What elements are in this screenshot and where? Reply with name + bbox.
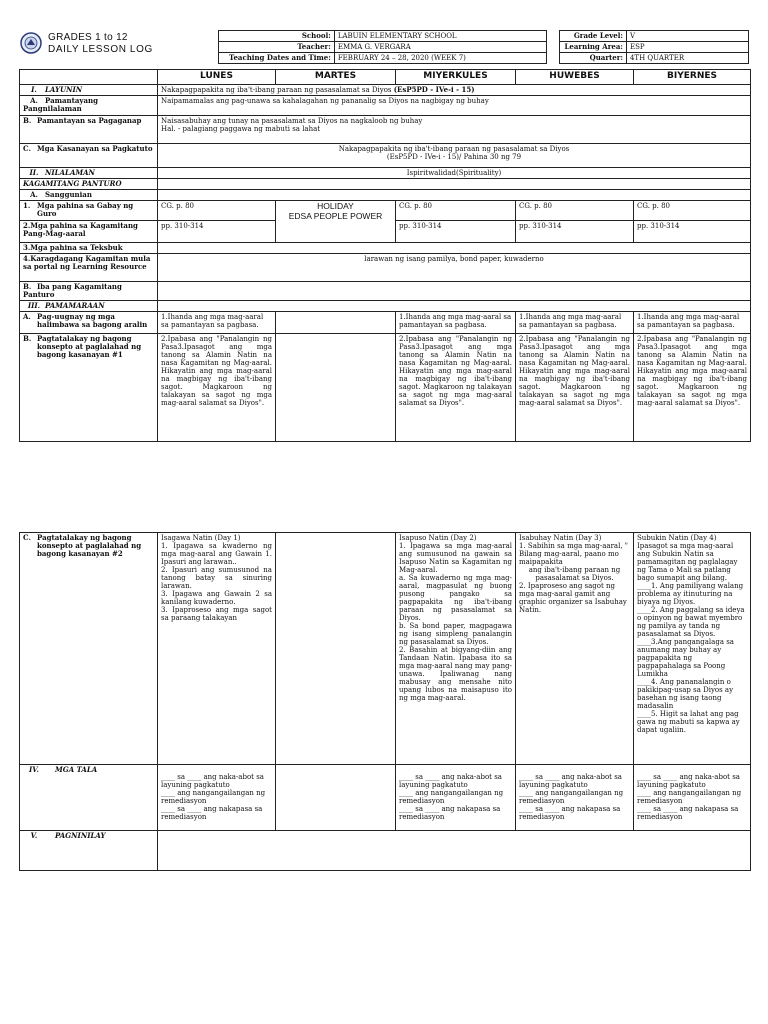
pagtatalakay1-mon: 2.Ipabasa ang "Panalangin ng Pasa3.Ipasagot ang mga tanong sa Alamin Natin na nasa Kagamitan ng Mag-aaral. Hikayatin ang mga mag-aaral na magbigay ng iba't-ibang sagot. Magkaroon ng talakayan sa sagot ng mga mag-aaral salamat sa Diyos". <box>158 334 276 442</box>
school-label: School: <box>219 31 335 42</box>
gabay-mon: CG. p. 80 <box>158 201 276 221</box>
kagamitang-pang-mon: pp. 310-314 <box>158 221 276 243</box>
pag-uugnay-mon: 1.Ihanda ang mga mag-aaral sa pamantayan sa pagbasa. <box>158 312 276 334</box>
tala-mon: ____ sa ____ ang naka-abot sa layuning pagkatuto ____ ang nangangailangan ng remediasyon ____ sa ____ ang nakapasa sa remediasyon <box>158 765 276 831</box>
row-label-pamantayang: A. Pamantayang Pangnilalaman <box>20 96 158 116</box>
pagtatalakay2-thu: Isabuhay Natin (Day 3) 1. Sabihin sa mga mag-aaral, " Bilang mag-aaral, paano mo maipapakita ang iba't-ibang paraan ng pasasalamat sa Diyos. 2. Ipaproseso ang sagot ng mga mag-aaral gamit ang graphic organizer sa Isabuhay Natin. <box>516 533 634 765</box>
row-label-gabay: 1. Mga pahina sa Gabay ng Guro <box>20 201 158 221</box>
school-value: LABUIN ELEMENTARY SCHOOL <box>334 31 546 42</box>
area-label: Learning Area: <box>560 42 627 53</box>
row-label-layunin: I. LAYUNIN <box>20 85 158 96</box>
pagtatalakay2-fri: Subukin Natin (Day 4) Ipasagot sa mga mag-aaral ang Subukin Natin sa pamamagitan ng paglalagay ng Tama o Mali sa patlang bago sumapit ang bilang. ____1. Ang pamiliyang walang problema ay itinuturing na biyaya ng Diyos. ____2. Ang paggalang sa ideya o opinyon ng bawat myembro ng pamilya ay tanda ng pasasalamat sa Diyos. ____3.Ang pangangalaga sa anumang may buhay ay pagpapakita ng pagpapahalaga sa Poong Lumikha ____4. Ang pananalangin o pakikipag-usap sa Diyos ay basehan ng isang taong madasalin ____5. Higit sa lahat ang pag gawa ng mabuti sa kapwa ay dapat ugaliin. <box>634 533 751 765</box>
row-label-kagamitang-pang: 2.Mga pahina sa Kagamitang Pang-Mag-aaral <box>20 221 158 243</box>
row-label-karagdagang: 4.Karagdagang Kagamitan mula sa portal ng Learning Resource <box>20 254 158 282</box>
pag-uugnay-fri: 1.Ihanda ang mga mag-aaral sa pamantayan sa pagbasa. <box>634 312 751 334</box>
day-header-fri: BIYERNES <box>634 70 751 85</box>
pagtatalakay1-wed: 2.Ipabasa ang "Panalangin ng Pasa3.Ipasagot ang mga tanong sa Alamin Natin na nasa Kagamitan ng Mag-aaral. Hikayatin ang mga mag-aaral na magbigay ng iba't-ibang sagot. Magkaroon ng talakayan sa sagot ng mga mag-aaral salamat sa Diyos". <box>396 334 516 442</box>
day-header-tue: MARTES <box>276 70 396 85</box>
quarter-value: 4TH QUARTER <box>626 53 748 64</box>
day-header-thu: HUWEBES <box>516 70 634 85</box>
row-label-pagtatalakay2: C. Pagtatalakay ng bagong konsepto at paglalahad ng bagong kasanayan #2 <box>20 533 158 765</box>
lesson-table-top <box>19 69 751 442</box>
kasanayan-text: Nakapagpapakita ng iba't-ibang paraan ng pasasalamat sa Diyos (EsP5PD - IVe-i - 15)/ Pahina 30 ng 79 <box>158 144 751 168</box>
row-label-sanggunian: A. Sanggunian <box>20 190 158 201</box>
pagtatalakay1-thu: 2.Ipabasa ang "Panalangin ng Pasa3.Ipasagot ang mga tanong sa Alamin Natin na nasa Kagamitan ng Mag-aaral. Hikayatin ang mga mag-aaral na magbigay ng iba't-ibang sagot. Magkaroon ng talakayan sa sagot ng mga mag-aaral salamat sa Diyos". <box>516 334 634 442</box>
grade-label: Grade Level: <box>560 31 627 42</box>
holiday-cell <box>276 201 396 243</box>
row-label-pagtatalakay1: B. Pagtatalakay ng bagong konsepto at paglalahad ng bagong kasanayan #1 <box>20 334 158 442</box>
row-label-kasanayan: C. Mga Kasanayan sa Pagkatuto <box>20 144 158 168</box>
area-value: ESP <box>626 42 748 53</box>
pagaganap-text: Naisasabuhay ang tunay na pasasalamat sa Diyos na nagkaloob ng buhay Hal. - palagiang paggawa ng mabuti sa lahat <box>158 116 751 144</box>
deped-logo <box>20 32 42 54</box>
gabay-fri: CG. p. 80 <box>634 201 751 221</box>
pagtatalakay2-mon: Isagawa Natin (Day 1) 1. Ipagawa sa kwaderno ng mga mag-aaral ang Gawain 1. Ipasuri ang larawan.. 2. Ipasuri ang sumusunod na tanong batay sa sinuring larawan. 3. Ipagawa ang Gawain 2 sa kanilang kuwaderno. 3. Ipaproseso ang mga sagot sa paraang talakayan <box>158 533 276 765</box>
header-info-table <box>218 30 749 64</box>
row-label-pagaganap: B. Pamantayan sa Pagaganap <box>20 116 158 144</box>
holiday-title: HOLIDAY <box>317 201 354 211</box>
grade-value: V <box>626 31 748 42</box>
layunin-text: Nakapagpapakita ng iba't-ibang paraan ng pasasalamat sa Diyos (EsP5PD - IVe-i - 15) <box>158 85 751 96</box>
nilalaman-text: Ispiritwalidad(Spirituality) <box>158 168 751 179</box>
pagtatalakay1-fri: 2.Ipabasa ang "Panalangin ng Pasa3.Ipasagot ang mga tanong sa Alamin Natin na nasa Kagamitan ng Mag-aaral. Hikayatin ang mga mag-aaral na magbigay ng iba't-ibang sagot. Magkaroon ng talakayan sa sagot ng mga mag-aaral salamat sa Diyos". <box>634 334 751 442</box>
tala-wed: ____ sa ____ ang naka-abot sa layuning pagkatuto ____ ang nangangailangan ng remediasyon ____ sa ____ ang nakapasa sa remediasyon <box>396 765 516 831</box>
pamantayang-text: Naipamamalas ang pag-unawa sa kahalagahan ng pananalig sa Diyos na nagbigay ng buhay <box>158 96 751 116</box>
dates-value: FEBRUARY 24 – 28, 2020 (WEEK 7) <box>334 53 546 64</box>
tala-fri: ____ sa ____ ang naka-abot sa layuning pagkatuto ____ ang nangangailangan ng remediasyon ____ sa ____ ang nakapasa sa remediasyon <box>634 765 751 831</box>
row-label-nilalaman: II. NILALAMAN <box>20 168 158 179</box>
row-label-iba-pang: B. Iba pang Kagamitang Panturo <box>20 282 158 301</box>
gabay-thu: CG. p. 80 <box>516 201 634 221</box>
row-label-tala: IV. MGA TALA <box>20 765 158 831</box>
pag-uugnay-wed: 1.Ihanda ang mga mag-aaral sa pamantayan sa pagbasa. <box>396 312 516 334</box>
day-header-mon: LUNES <box>158 70 276 85</box>
title-line1: GRADES 1 to 12 <box>48 32 128 43</box>
row-label-pagninilay: V. PAGNINILAY <box>20 831 158 871</box>
quarter-label: Quarter: <box>560 53 627 64</box>
teacher-label: Teacher: <box>219 42 335 53</box>
day-header-wed: MIYERKULES <box>396 70 516 85</box>
karagdagang-text: larawan ng isang pamilya, bond paper, kuwaderno <box>158 254 751 282</box>
teacher-value: EMMA G. VERGARA <box>334 42 546 53</box>
pag-uugnay-thu: 1.Ihanda ang mga mag-aaral sa pamantayan sa pagbasa. <box>516 312 634 334</box>
dates-label: Teaching Dates and Time: <box>219 53 335 64</box>
holiday-subtitle: EDSA PEOPLE POWER <box>288 211 383 221</box>
row-label-pamamaraan: III. PAMAMARAAN <box>20 301 158 312</box>
pagtatalakay2-wed: Isapuso Natin (Day 2) 1. Ipagawa sa mga mag-aaral ang sumusunod na gawain sa Isapuso Natin sa Kagamitan ng Mag-aaral. a. Sa kuwaderno ng mga mag-aaral, magpasulat ng buong pusong pangako sa pagpapakita ng iba't-ibang paraan ng pasasalamat sa Diyos. b. Sa bond paper, magpagawa ng isang simpleng panalangin ng pasasalamat sa Diyos. 2. Basahin at bigyang-diin ang Tandaan Natin. Ipabasa ito sa mga mag-aaral nang may pang-unawa. Ipaliwanag nang mabusay ang mensahe nito upang lubos na maisapuso ito ng mga mag-aaral. <box>396 533 516 765</box>
row-label-pag-uugnay: A. Pag-uugnay ng mga halimbawa sa bagong aralin <box>20 312 158 334</box>
kagamitang-pang-fri: pp. 310-314 <box>634 221 751 243</box>
gabay-wed: CG. p. 80 <box>396 201 516 221</box>
tala-thu: ____ sa ____ ang naka-abot sa layuning pagkatuto ____ ang nangangailangan ng remediasyon ____ sa ____ ang nakapasa sa remediasyon <box>516 765 634 831</box>
kagamitang-pang-thu: pp. 310-314 <box>516 221 634 243</box>
kagamitang-pang-wed: pp. 310-314 <box>396 221 516 243</box>
title-line2: DAILY LESSON LOG <box>48 44 153 55</box>
lesson-table-bottom <box>19 532 751 871</box>
row-label-kagamitan: KAGAMITANG PANTURO <box>20 179 158 190</box>
row-label-teksbuk: 3.Mga pahina sa Teksbuk <box>20 243 158 254</box>
